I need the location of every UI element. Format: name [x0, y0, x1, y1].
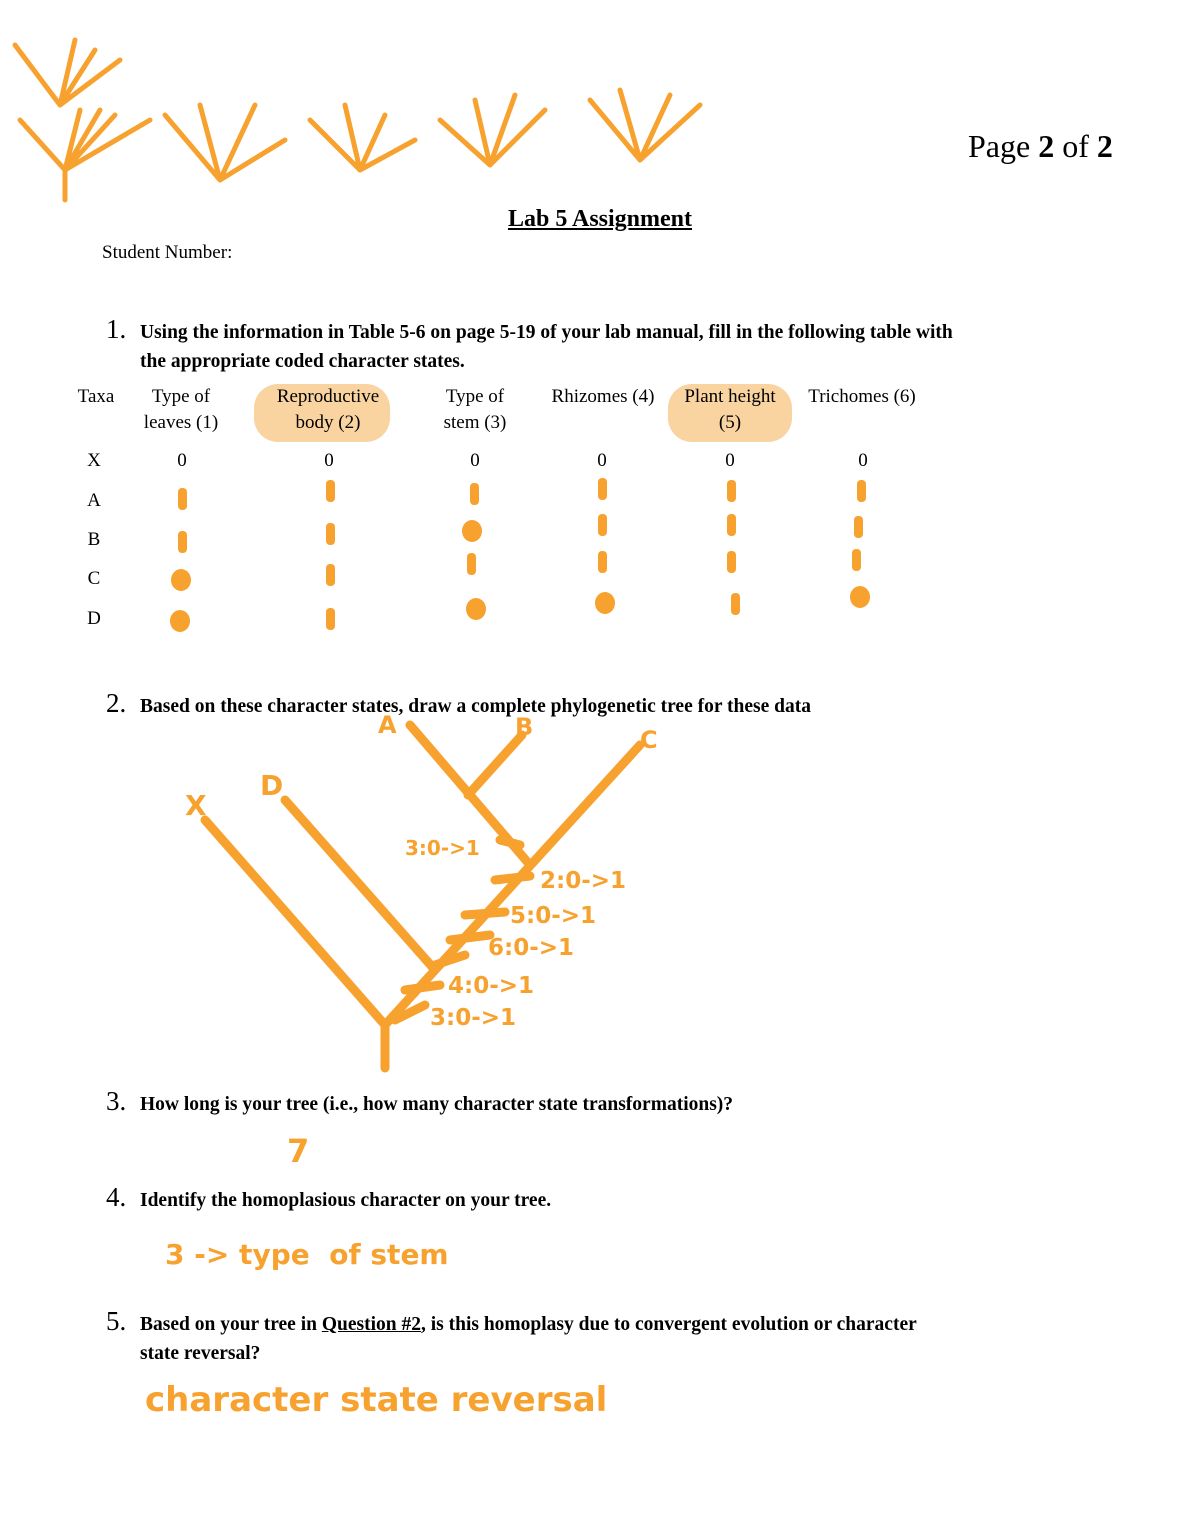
cell-x-3: 0: [470, 450, 480, 471]
page-number: Page 2 of 2: [968, 128, 1113, 164]
tree-taxon-b: B: [515, 713, 534, 741]
tick-4: [450, 935, 490, 940]
q5-answer: character state reversal: [145, 1380, 608, 1420]
tree-taxon-d: D: [260, 769, 284, 802]
tree-transition-1: 3:0->1: [405, 836, 480, 860]
tree-transition-5: 4:0->1: [448, 973, 535, 999]
q5-question-link: Question #2: [321, 1314, 421, 1335]
student-number-label: Student Number:: [102, 242, 233, 263]
q2-number: 2.: [106, 688, 127, 718]
row-label-a: A: [87, 490, 101, 511]
tree-branch-x: [205, 820, 385, 1025]
tree-transition-2: 2:0->1: [540, 868, 627, 894]
q4-text: Identify the homoplasious character on your tree.: [140, 1190, 552, 1211]
q2-text: Based on these character states, draw a complete phylogenetic tree for these data: [140, 696, 811, 717]
row-label-c: C: [87, 568, 101, 589]
q4-answer: 3 -> type of stem: [165, 1238, 449, 1271]
q3-answer: 7: [287, 1132, 310, 1170]
row-label-b: B: [87, 529, 101, 550]
cell-x-4: 0: [597, 450, 607, 471]
tree-transition-4: 6:0->1: [488, 935, 575, 961]
page-title: Lab 5 Assignment: [507, 206, 693, 232]
header-trichomes: Trichomes (6): [808, 386, 916, 407]
header-type-of-leaves: Type of leaves (1): [143, 386, 219, 433]
tick-6: [495, 876, 530, 880]
cell-x-6: 0: [858, 450, 868, 471]
tree-transition-6: 3:0->1: [430, 1005, 517, 1031]
header-type-of-stem: Type of stem (3): [443, 386, 507, 433]
header-plant-height: Plant height (5): [684, 386, 776, 433]
q3-text: How long is your tree (i.e., how many character state transformations)?: [140, 1094, 734, 1115]
q3-number: 3.: [106, 1086, 127, 1116]
tree-taxon-c: C: [640, 726, 658, 754]
header-rhizomes: Rhizomes (4): [551, 386, 655, 407]
q1-number: 1.: [106, 314, 127, 344]
q4-number: 4.: [106, 1182, 127, 1212]
row-label-x: X: [87, 450, 101, 471]
cell-x-1: 0: [177, 450, 187, 471]
tick-7: [500, 840, 520, 845]
tick-3: [435, 955, 465, 965]
tree-transition-3: 5:0->1: [510, 903, 597, 929]
tree-branch-d: [285, 800, 435, 970]
q5-number: 5.: [106, 1306, 127, 1336]
tick-2: [405, 985, 440, 990]
cell-x-2: 0: [324, 450, 334, 471]
q1-text-line2: the appropriate coded character states.: [140, 351, 465, 372]
cell-x-5: 0: [725, 450, 735, 471]
q5-text-line1: Based on your tree in Question #2, is this homoplasy due to convergent evolution or character: [140, 1314, 917, 1335]
header-taxa: Taxa: [77, 386, 115, 407]
tree-taxon-x: X: [185, 789, 207, 822]
q1-text-line1: Using the information in Table 5-6 on page 5-19 of your lab manual, fill in the following table with: [140, 322, 953, 343]
header-reproductive-body: Reproductive body (2): [276, 386, 380, 433]
q5-text-line2: state reversal?: [140, 1343, 261, 1364]
tick-5: [465, 912, 505, 915]
tree-taxon-a: A: [378, 711, 397, 739]
tree-branch-b: [468, 735, 522, 795]
row-label-d: D: [87, 608, 101, 629]
